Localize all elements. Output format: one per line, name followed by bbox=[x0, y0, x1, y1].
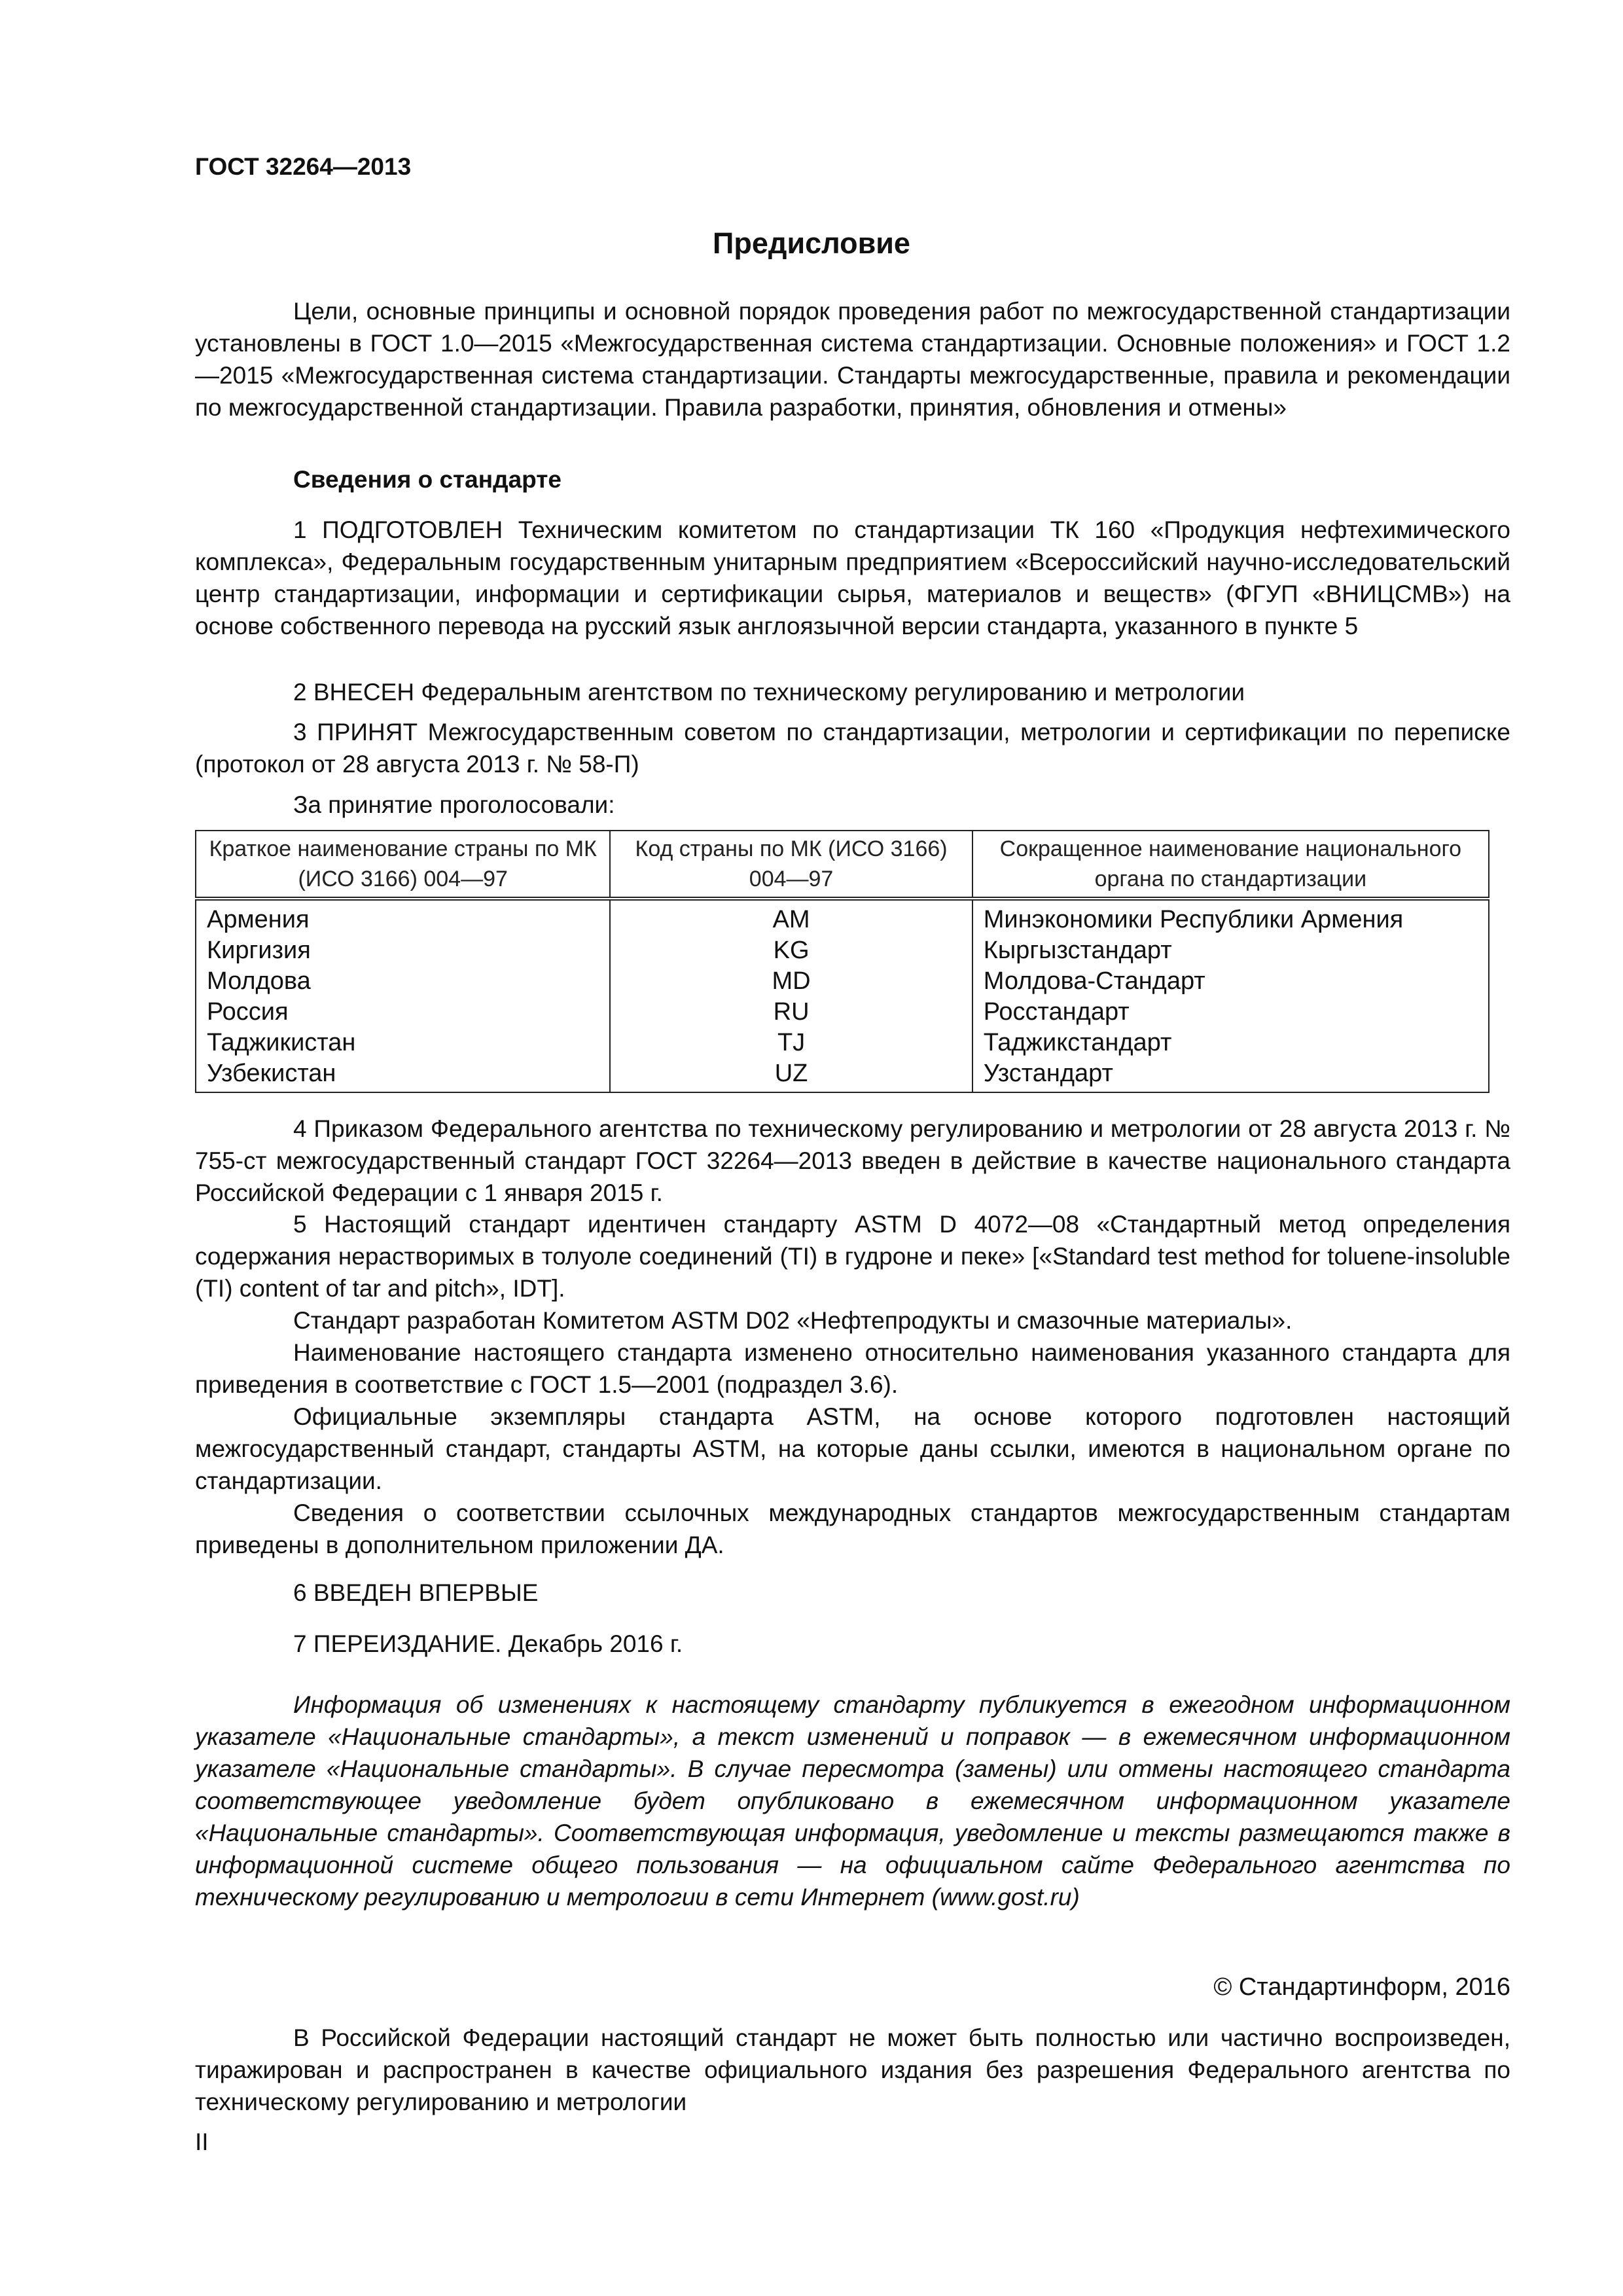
vote-table-header bbox=[196, 831, 1489, 899]
changes-notice: Информация об изменениях к настоящему стандарту публикуется в ежегодном информационном указателе «Национальные стандарты», а текст изменений и поправок — в ежемесячном информационном указателе «Национальные стандарты». В случае пересмотра (замены) или отмены настоящего стандарта соответствующее уведомление будет опубликовано в ежемесячном информационном указателе «Национальные стандарты». Соответствующая информация, уведомление и тексты размещаются также в информационной системе общего пользования — на официальном сайте Федерального агентства по техническому регулированию и метрологии в сети Интернет (www.gost.ru) bbox=[195, 1691, 1510, 1910]
item-4-order: 4 Приказом Федерального агентства по техническому регулированию и метрологии от 28 августа 2013 г. № 755-ст межгосударственный стандарт ГОСТ 32264—2013 введен в действие в качестве национального стандарта Российской Федерации с 1 января 2015 г. bbox=[195, 1115, 1510, 1206]
vote-label: За принятие проголосовали: bbox=[293, 791, 615, 818]
header-code: Код страны по МК (ИСО 3166) 004—97 bbox=[610, 831, 972, 899]
item-5-conformity: Сведения о соответствии ссылочных международных стандартов межгосударственным стандартам приведены в дополнительном приложении ДА. bbox=[195, 1499, 1510, 1558]
vote-table bbox=[195, 830, 1489, 1093]
item-1-prepared: 1 ПОДГОТОВЛЕН Техническим комитетом по стандартизации ТК 160 «Продукция нефтехимического комплекса», Федеральным государственным унитарным предприятием «Всероссийский научно-исследовательский центр стандартизации, информации и сертификации сырья, материалов и веществ» (ФГУП «ВНИЦСМВ») на основе собственного перевода на русский язык англоязычной версии стандарта, указанного в пункте 5 bbox=[195, 516, 1510, 639]
table-row bbox=[196, 1058, 1489, 1092]
country-code: UZ bbox=[610, 1058, 972, 1092]
table-row bbox=[196, 966, 1489, 997]
item-2-introduced: 2 ВНЕСЕН Федеральным агентством по техническому регулированию и метрологии bbox=[293, 679, 1245, 706]
standards-body: Таджикстандарт bbox=[972, 1028, 1489, 1058]
table-row bbox=[196, 1028, 1489, 1058]
intro-paragraph: Цели, основные принципы и основной порядок проведения работ по межгосударственной стандартизации установлены в ГОСТ 1.0—2015 «Межгосударственная система стандартизации. Основные положения» и ГОСТ 1.2—2015 «Межгосударственная система стандартизации. Стандарты межгосударственные, правила и рекомендации по межгосударственной стандартизации. Правила разработки, принятия, обновления и отмены» bbox=[195, 298, 1510, 421]
item-6-first-introduced: 6 ВВЕДЕН ВПЕРВЫЕ bbox=[293, 1579, 539, 1606]
item-5-developer: Стандарт разработан Комитетом ASTM D02 «Нефтепродукты и смазочные материалы». bbox=[293, 1307, 1293, 1334]
country-code: MD bbox=[610, 966, 972, 997]
copyright: © Стандартинформ, 2016 bbox=[1213, 1973, 1510, 2001]
header-standards-body: Сокращенное наименование национального органа по стандартизации bbox=[972, 831, 1489, 899]
page-title: Предисловие bbox=[713, 226, 910, 260]
country-code: AM bbox=[610, 899, 972, 935]
item-5-official-copies: Официальные экземпляры стандарта ASTM, на основе которого подготовлен настоящий межгосударственный стандарт, стандарты ASTM, на которые даны ссылки, имеются в национальном органе по стандартизации. bbox=[195, 1403, 1510, 1494]
header-country: Краткое наименование страны по МК (ИСО 3166) 004—97 bbox=[196, 831, 610, 899]
country-name: Армения bbox=[196, 899, 610, 935]
standards-body: Молдова-Стандарт bbox=[972, 966, 1489, 997]
standards-body: Минэкономики Республики Армения bbox=[972, 899, 1489, 935]
country-code: KG bbox=[610, 935, 972, 966]
item-5-name-change: Наименование настоящего стандарта изменено относительно наименования указанного стандарта для приведения в соответствие с ГОСТ 1.5—2001 (подраздел 3.6). bbox=[195, 1339, 1510, 1398]
table-row bbox=[196, 997, 1489, 1028]
table-row bbox=[196, 935, 1489, 966]
standards-body: Кыргызстандарт bbox=[972, 935, 1489, 966]
table-row bbox=[196, 899, 1489, 935]
country-name: Узбекистан bbox=[196, 1058, 610, 1092]
country-name: Таджикистан bbox=[196, 1028, 610, 1058]
country-code: RU bbox=[610, 997, 972, 1028]
country-name: Россия bbox=[196, 997, 610, 1028]
standards-body: Узстандарт bbox=[972, 1058, 1489, 1092]
page-number: II bbox=[195, 2128, 209, 2155]
item-5-identical: 5 Настоящий стандарт идентичен стандарту ASTM D 4072—08 «Стандартный метод определения содержания нерастворимых в толуоле соединений (TI) в гудроне и пеке» [«Standard test method for toluene-insoluble (TI) content of tar and pitch», IDT]. bbox=[195, 1211, 1510, 1302]
country-name: Молдова bbox=[196, 966, 610, 997]
country-name: Киргизия bbox=[196, 935, 610, 966]
item-3-adopted: 3 ПРИНЯТ Межгосударственным советом по стандартизации, метрологии и сертификации по переписке (протокол от 28 августа 2013 г. № 58-П) bbox=[195, 719, 1510, 778]
country-code: TJ bbox=[610, 1028, 972, 1058]
standards-body: Росстандарт bbox=[972, 997, 1489, 1028]
standard-info-heading: Сведения о стандарте bbox=[293, 466, 562, 493]
reproduction-notice: В Российской Федерации настоящий стандарт не может быть полностью или частично воспроизведен, тиражирован и распространен в качестве официального издания без разрешения Федерального агентства по техническому регулированию и метрологии bbox=[195, 2024, 1510, 2115]
item-7-reissue: 7 ПЕРЕИЗДАНИЕ. Декабрь 2016 г. bbox=[293, 1630, 683, 1657]
document-code: ГОСТ 32264—2013 bbox=[195, 153, 412, 180]
